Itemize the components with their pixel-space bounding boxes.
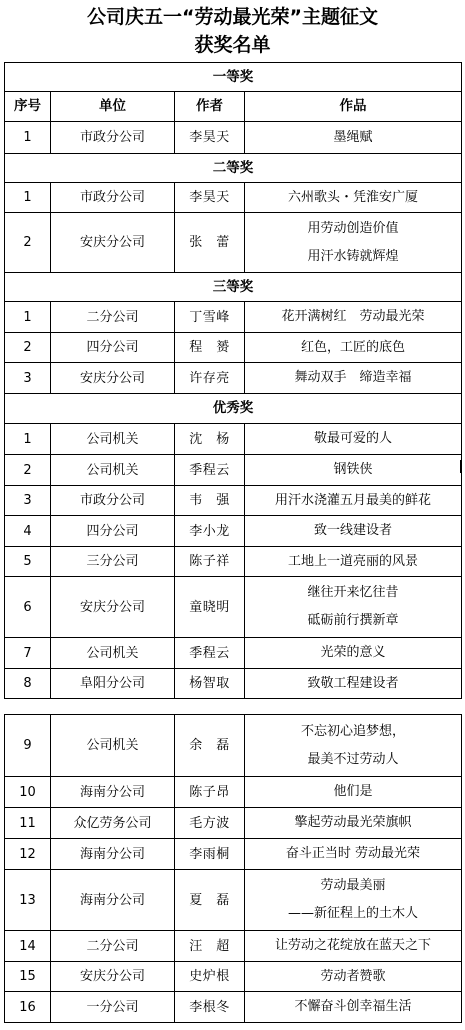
row-unit: 三分公司 [51, 547, 175, 577]
work-title-line: 擎起劳动最光荣旗帜 [294, 815, 412, 830]
table-row [5, 122, 462, 154]
work-title-line: 他们是 [333, 784, 373, 799]
row-author: 李雨桐 [175, 839, 245, 870]
row-author: 程 赟 [175, 333, 245, 363]
work-title-line: 最美不过劳动人 [307, 751, 399, 767]
row-work [245, 839, 462, 870]
row-number: 2 [5, 213, 51, 273]
row-author: 许存亮 [175, 363, 245, 394]
row-number: 6 [5, 577, 51, 638]
work-title-line: 砥砺前行撰新章 [307, 613, 399, 628]
row-author: 丁雪峰 [175, 302, 245, 333]
row-unit: 市政分公司 [51, 183, 175, 213]
row-unit: 公司机关 [51, 455, 175, 486]
row-unit: 四分公司 [51, 516, 175, 547]
row-number: 15 [5, 962, 51, 992]
row-author: 李昊天 [175, 122, 245, 154]
award-table [4, 62, 462, 699]
header-no: 序号 [5, 92, 51, 122]
row-work [245, 638, 462, 669]
document-subtitle: 获奖名单 [194, 34, 271, 56]
row-author: 汪 超 [175, 931, 245, 962]
table-row [5, 839, 462, 870]
table-row [5, 363, 462, 394]
row-number: 4 [5, 516, 51, 547]
table-row [5, 931, 462, 962]
row-work [245, 777, 462, 808]
table-row [5, 777, 462, 808]
row-work [245, 808, 462, 839]
row-author: 韦 强 [175, 486, 245, 516]
work-title-line: 敬最可爱的人 [313, 431, 392, 446]
row-work [245, 669, 462, 699]
row-work [245, 547, 462, 577]
row-author: 夏 磊 [175, 870, 245, 931]
row-unit: 公司机关 [51, 715, 175, 777]
row-unit: 阜阳分公司 [51, 669, 175, 699]
work-title-line: 让劳动之花绽放在蓝天之下 [274, 938, 431, 953]
work-title-line: 继往开来忆往昔 [307, 585, 399, 600]
work-title-line: 用劳动创造价值 [307, 220, 399, 236]
work-title-line: 用汗水浇灌五月最美的鲜花 [274, 492, 431, 508]
row-author: 张 蕾 [175, 213, 245, 273]
table-row [5, 486, 462, 516]
table-row [5, 715, 462, 777]
work-title-line: 六州歌头・凭淮安广厦 [287, 189, 418, 205]
row-author: 史炉根 [175, 962, 245, 992]
row-number: 5 [5, 547, 51, 577]
row-number: 1 [5, 302, 51, 333]
work-title-line: 红色，工匠的底色 [300, 339, 405, 355]
work-title-line: 致一线建设者 [313, 523, 392, 538]
row-work [245, 363, 462, 394]
work-title-line: 钢铁侠 [333, 462, 373, 477]
row-number: 1 [5, 424, 51, 455]
header-row [5, 92, 462, 122]
row-number: 11 [5, 808, 51, 839]
row-work [245, 992, 462, 1023]
table-row [5, 213, 462, 273]
work-title-line: 不懈奋斗创幸福生活 [294, 999, 412, 1014]
row-work [245, 715, 462, 777]
row-work [245, 122, 462, 154]
row-author: 陈子昂 [175, 777, 245, 808]
work-title-line: 用汗水铸就辉煌 [307, 248, 399, 264]
table-row [5, 183, 462, 213]
row-work [245, 183, 462, 213]
row-work [245, 455, 462, 486]
section-row [5, 154, 462, 183]
section-row [5, 394, 462, 424]
table-row [5, 424, 462, 455]
work-title-line: 不忘初心追梦想， [300, 723, 405, 739]
table-row [5, 669, 462, 699]
row-number: 16 [5, 992, 51, 1023]
row-work [245, 870, 462, 931]
work-title-line: 奋斗正当时 劳动最光荣 [285, 846, 421, 861]
row-author: 季程云 [175, 455, 245, 486]
table-row [5, 547, 462, 577]
row-author: 沈 杨 [175, 424, 245, 455]
row-number: 2 [5, 333, 51, 363]
work-title-line: 光荣的意义 [320, 645, 386, 660]
section-title: 二等奖 [5, 154, 462, 183]
text-cursor [460, 460, 461, 473]
row-unit: 一分公司 [51, 992, 175, 1023]
work-title-line: 墨绳赋 [333, 129, 373, 145]
row-author: 杨智取 [175, 669, 245, 699]
row-unit: 安庆分公司 [51, 363, 175, 394]
row-unit: 海南分公司 [51, 777, 175, 808]
document-title: 公司庆五一“劳动最光荣”主题征文 [87, 6, 378, 28]
row-unit: 二分公司 [51, 931, 175, 962]
row-author: 童晓明 [175, 577, 245, 638]
table-row [5, 870, 462, 931]
row-unit: 海南分公司 [51, 870, 175, 931]
table-row [5, 808, 462, 839]
row-unit: 海南分公司 [51, 839, 175, 870]
row-author: 季程云 [175, 638, 245, 669]
row-number: 13 [5, 870, 51, 931]
work-title-line: 花开满树红 劳动最光荣 [281, 309, 425, 324]
row-work [245, 333, 462, 363]
row-number: 3 [5, 486, 51, 516]
row-author: 李小龙 [175, 516, 245, 547]
row-number: 1 [5, 122, 51, 154]
header-unit: 单位 [51, 92, 175, 122]
table-row [5, 638, 462, 669]
table-row [5, 333, 462, 363]
table-row [5, 962, 462, 992]
section-row [5, 273, 462, 302]
section-title: 优秀奖 [5, 394, 462, 424]
table-row [5, 577, 462, 638]
row-number: 8 [5, 669, 51, 699]
row-unit: 安庆分公司 [51, 213, 175, 273]
row-work [245, 302, 462, 333]
section-title: 三等奖 [5, 273, 462, 302]
row-work [245, 213, 462, 273]
work-title-line: 工地上一道亮丽的风景 [287, 553, 418, 569]
row-number: 14 [5, 931, 51, 962]
section-title: 一等奖 [5, 63, 462, 92]
row-author: 毛方波 [175, 808, 245, 839]
row-number: 3 [5, 363, 51, 394]
row-number: 12 [5, 839, 51, 870]
table-row [5, 992, 462, 1023]
work-title-line: ——新征程上的土木人 [287, 906, 418, 921]
row-unit: 公司机关 [51, 638, 175, 669]
row-author: 李根冬 [175, 992, 245, 1023]
row-unit: 安庆分公司 [51, 962, 175, 992]
row-work [245, 931, 462, 962]
table-row [5, 516, 462, 547]
row-work [245, 516, 462, 547]
row-author: 陈子祥 [175, 547, 245, 577]
work-title-line: 劳动最美丽 [320, 878, 386, 893]
work-title-line: 致敬工程建设者 [307, 675, 399, 691]
row-unit: 市政分公司 [51, 486, 175, 516]
award-table-continued [4, 714, 462, 1023]
row-number: 7 [5, 638, 51, 669]
table-row [5, 302, 462, 333]
work-title-line: 劳动者赞歌 [320, 968, 386, 984]
row-unit: 市政分公司 [51, 122, 175, 154]
work-title-line: 舞动双手 缔造幸福 [294, 370, 412, 385]
row-work [245, 486, 462, 516]
header-work: 作品 [245, 92, 462, 122]
table-row [5, 455, 462, 486]
row-number: 9 [5, 715, 51, 777]
row-author: 李昊天 [175, 183, 245, 213]
header-author: 作者 [175, 92, 245, 122]
row-number: 1 [5, 183, 51, 213]
row-unit: 二分公司 [51, 302, 175, 333]
row-author: 余 磊 [175, 715, 245, 777]
row-number: 2 [5, 455, 51, 486]
section-row [5, 63, 462, 92]
row-number: 10 [5, 777, 51, 808]
row-work [245, 577, 462, 638]
row-work [245, 962, 462, 992]
row-work [245, 424, 462, 455]
row-unit: 安庆分公司 [51, 577, 175, 638]
row-unit: 众亿劳务公司 [51, 808, 175, 839]
row-unit: 公司机关 [51, 424, 175, 455]
row-unit: 四分公司 [51, 333, 175, 363]
